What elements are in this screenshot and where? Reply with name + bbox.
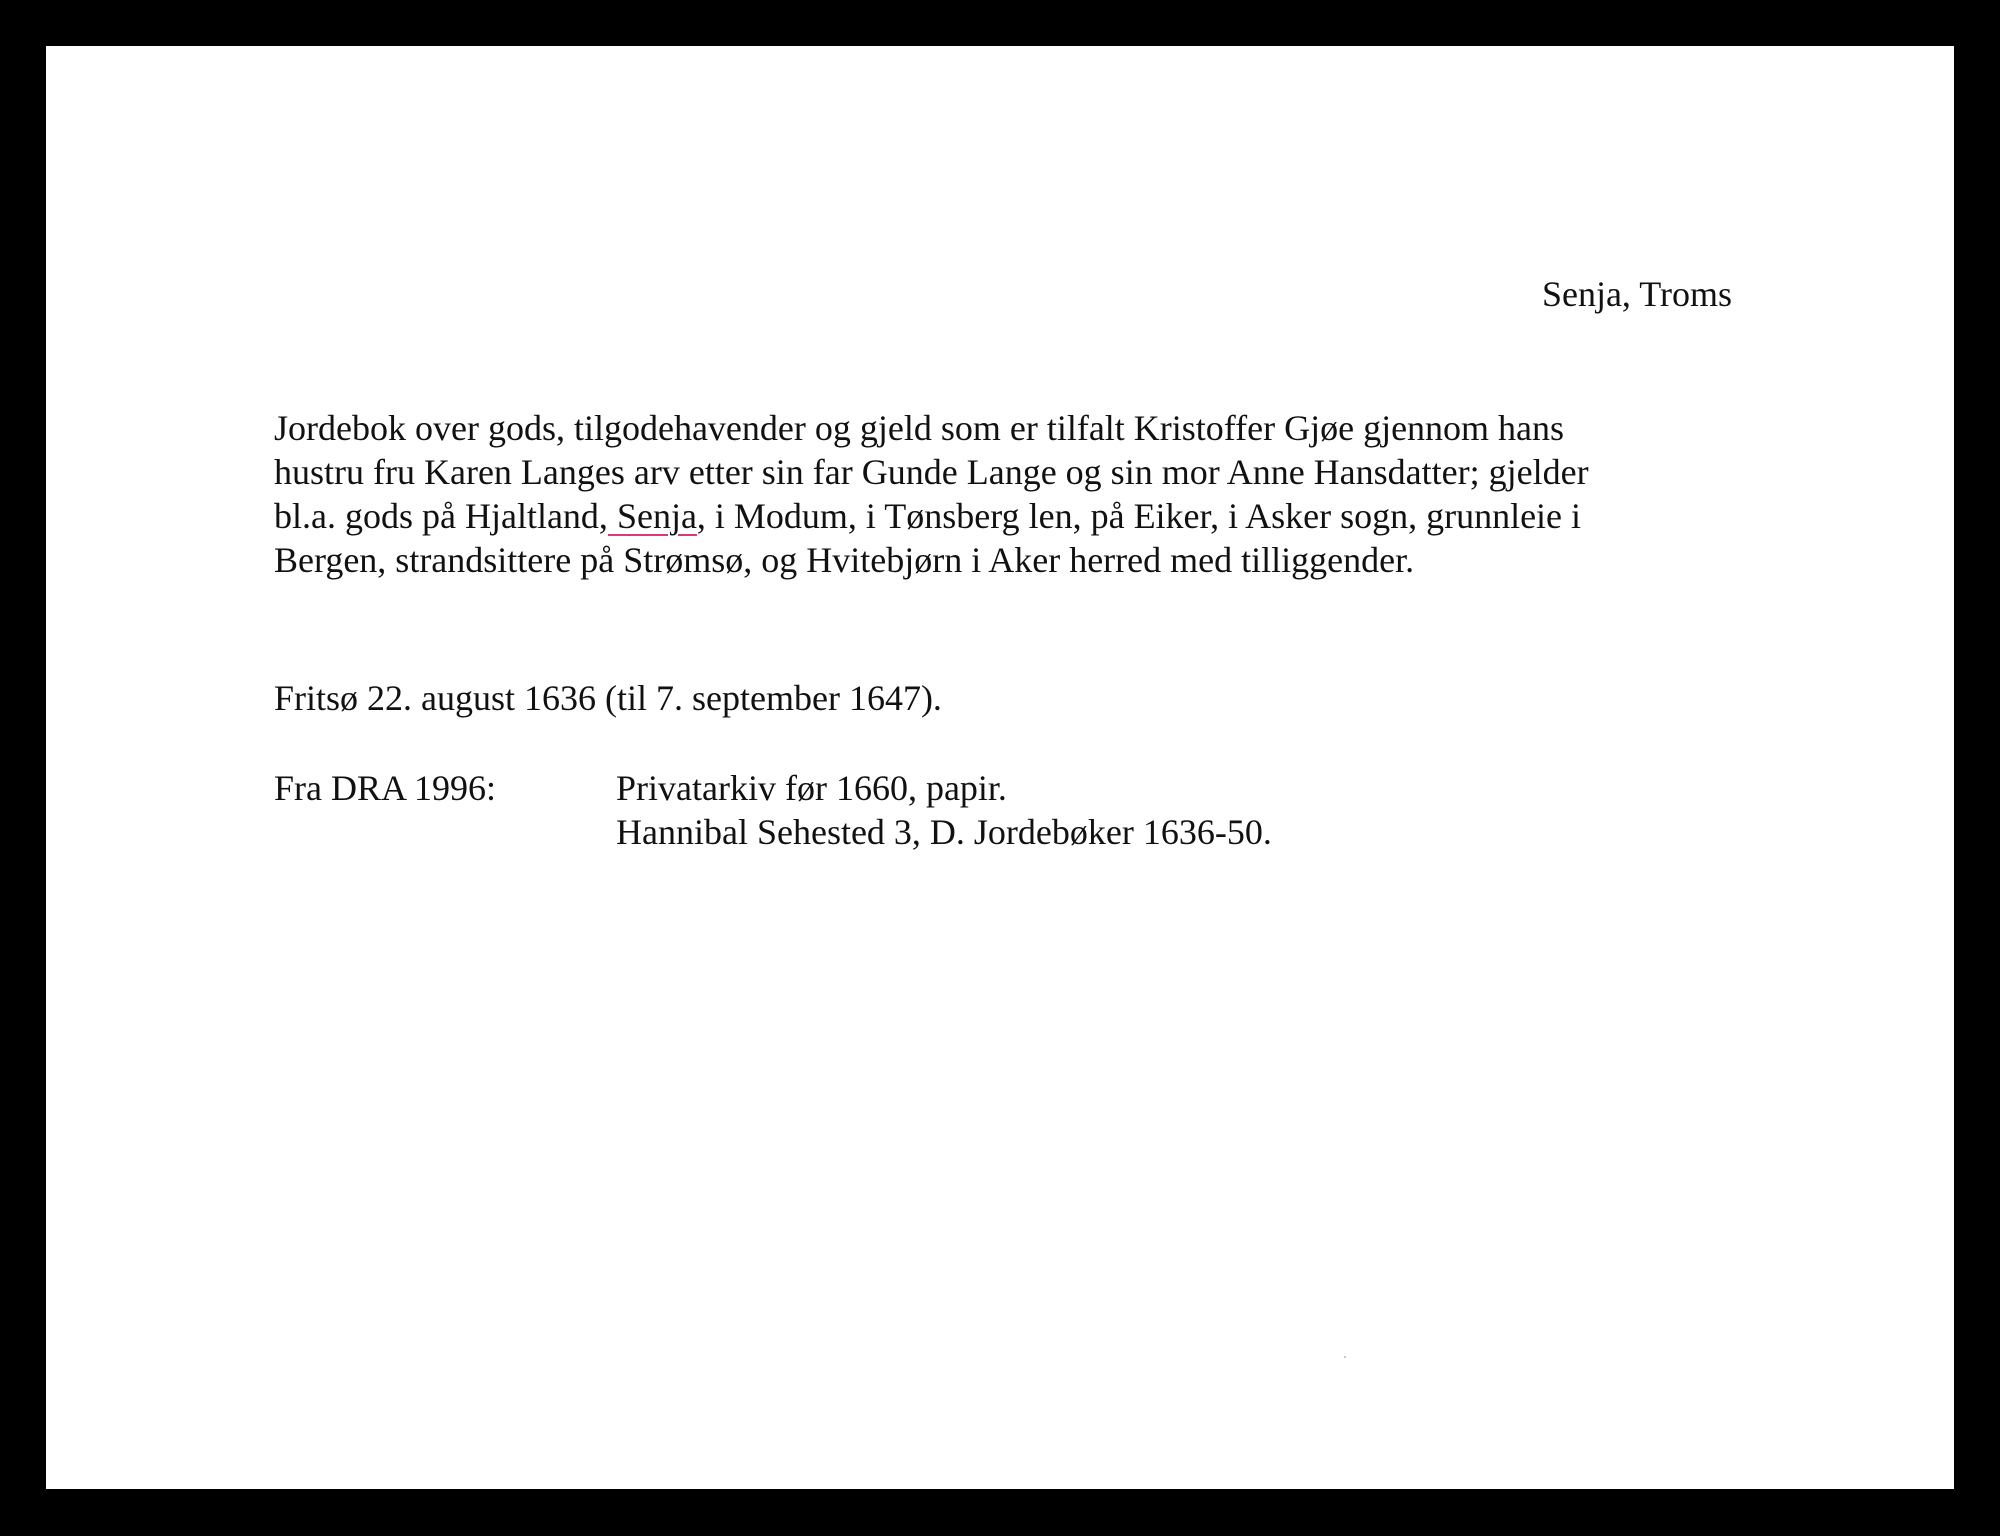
description-line-3-end: , i Modum, i Tønsberg len, på Eiker, i Asker sogn, grunnleie i xyxy=(696,496,1582,536)
record-date: Fritsø 22. august 1636 (til 7. september 1647). xyxy=(274,678,942,718)
description-line-4: Bergen, strandsittere på Strømsø, og Hvitebjørn i Aker herred med tilliggender. xyxy=(274,540,1415,580)
scan-speck xyxy=(1344,1356,1346,1358)
source-line-2: Hannibal Sehested 3, D. Jordebøker 1636-50. xyxy=(616,812,1272,852)
source-label: Fra DRA 1996: xyxy=(274,768,497,808)
underlined-place-name: Senja xyxy=(607,496,697,536)
record-description xyxy=(274,406,1734,582)
description-line-3-start: bl.a. gods på Hjaltland, xyxy=(274,496,608,536)
source-line-1: Privatarkiv før 1660, papir. xyxy=(616,768,1007,808)
description-line-1: Jordebok over gods, tilgodehavender og gjeld som er tilfalt Kristoffer Gjøe gjennom hans xyxy=(274,408,1565,448)
location-heading: Senja, Troms xyxy=(1541,274,1732,314)
source-values xyxy=(616,766,1272,854)
description-line-3 xyxy=(274,494,1734,538)
archive-card xyxy=(46,46,1954,1489)
description-line-2: hustru fru Karen Langes arv etter sin far Gunde Lange og sin mor Anne Hansdatter; gjelder xyxy=(274,452,1589,492)
